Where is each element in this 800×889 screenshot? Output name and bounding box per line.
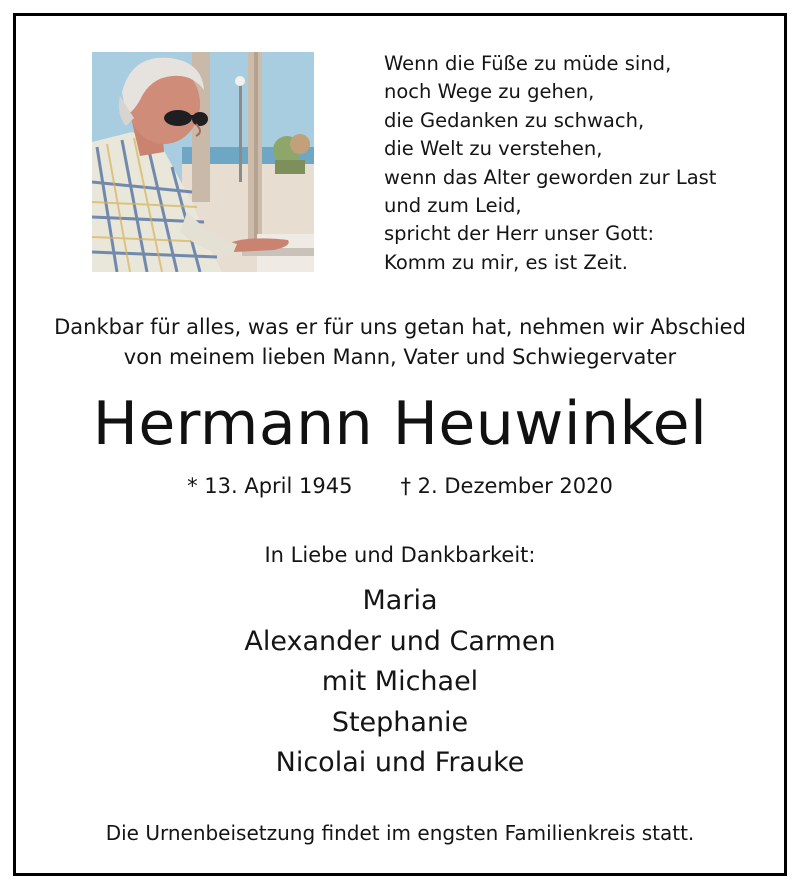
obituary-notice [13,13,787,876]
portrait-photo [92,52,314,272]
poem-line: die Welt zu verstehen, [384,137,603,161]
poem-line: Wenn die Füße zu müde sind, [384,52,672,75]
poem-line: wenn das Alter geworden zur Last [384,165,717,189]
poem [384,50,744,277]
mourner-name: Maria [362,585,438,616]
deceased-name: Hermann Heuwinkel [92,389,708,459]
burial-notice: Die Urnenbeisetzung findet im engsten Familienkreis statt. [105,821,695,845]
mourner-name: mit Michael [321,666,479,697]
poem-line: Komm zu mir, es ist Zeit. [384,250,628,274]
birth-date: * 13. April 1945 [187,474,353,498]
mourners-heading: In Liebe und Dankbarkeit: [264,543,536,567]
poem-line: noch Wege zu gehen, [384,80,595,104]
intro-line-1: Dankbar für alles, was er für uns getan hat, nehmen wir Abschied [54,315,746,339]
intro-text [16,312,784,372]
mourner-name: Stephanie [331,706,469,738]
intro-line-2: von meinem lieben Mann, Vater und Schwiegervater [123,345,677,369]
poem-line: spricht der Herr unser Gott: [384,222,655,246]
mourner-name: Nicolai und Frauke [275,747,525,778]
mourner-name: Alexander und Carmen [244,625,556,657]
death-date: † 2. Dezember 2020 [400,474,613,498]
mourners-list [16,581,784,784]
poem-line: die Gedanken zu schwach, [384,108,645,132]
life-dates [16,471,784,501]
poem-line: und zum Leid, [384,194,522,218]
